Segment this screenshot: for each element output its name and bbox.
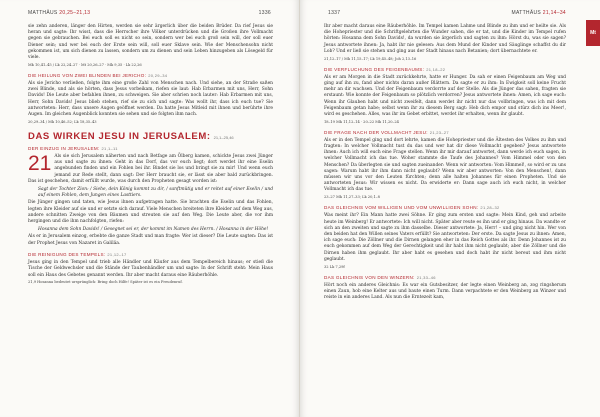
- paragraph: Als sie Jericho verließen, folgte ihm eine große Zahl von Menschen nach. Und siehe, an der Straße saßen zwei Blinde, und als sie hörten, dass Jesus vorbeikam, riefen sie laut: Hab Erbarmen mit uns, Herr, Sohn Davids! Die Leute aber befahlen ihnen, zu schweigen. Sie aber schrien noch lauter: Hab Erbarmen mit uns, Herr, Sohn Davids! Jesus blieb stehen, rief sie zu sich und sagte: Was wollt ihr, dass ich euch tue? Sie antworteten: Herr, dass unsere Augen geöffnet werden. Da hatte Jesus Mitleid mit ihnen und berührte ihre Augen. Im gleichen Augenblick konnten sie sehen und sie folgten ihm nach.: [28, 80, 273, 117]
- paragraph: Die Jünger gingen und taten, wie Jesus ihnen aufgetragen hatte. Sie brachten die Eselin und das Fohlen, legten ihre Kleider auf sie und er setzte sich darauf. Viele Menschen breiteten ihre Kleider auf dem Weg aus, andere schnitten Zweige von den Bäumen und streuten sie auf den Weg. Die Leute aber, die vor ihm hergingen und die ihm nachfolgten, riefen:: [28, 200, 273, 225]
- paragraph: Jesus ging in den Tempel und trieb alle Händler und Käufer aus dem Tempelbereich hinaus; er stieß die Tische der Geldwechsler und die Stände der Taubenhändler um und sagte: In der Schrift steht: Mein Haus soll ein Haus des Gebetes genannt werden. Ihr aber macht daraus eine Räuberhöhle.: [28, 260, 273, 278]
- paragraph: Als er in den Tempel ging und dort lehrte, kamen die Hohepriester und die Ältesten des Volkes zu ihm und fragten: In welcher Vollmacht tust du das und wer hat dir diese Vollmacht gegeben? Jesus antwortete ihnen: Auch ich will euch eine Frage stellen. Wenn ihr mir darauf antwortet, dann werde ich euch sagen, in welcher Vollmacht ich das tue. Woher stammte die Taufe des Johannes? Vom Himmel oder von den Menschen? Da überlegten sie und sagten zueinander: Wenn wir antworten: Vom Himmel!, so wird er zu uns sagen: Warum habt ihr ihm dann nicht geglaubt? Wenn wir aber antworten: Von den Menschen!, dann müssen wir uns vor den Leuten fürchten; denn alle halten Johannes für einen Propheten. Und sie antworteten Jesus: Wir wissen es nicht. Da erwiderte er: Dann sage auch ich euch nicht, in welcher Vollmacht ich das tue.: [324, 137, 566, 193]
- cross-reference: 21,12–17 / Mk 11,15–17; Lk 19,45–48; Joh 2,13–16: [324, 56, 417, 61]
- footnote: 21,9 Hosanna bedeutet ursprünglich: Bring doch Hilfe! Später ist es ein Freudenruf.: [28, 280, 183, 285]
- paragraph: Was meint ihr? Ein Mann hatte zwei Söhne. Er ging zum ersten und sagte: Mein Kind, geh und arbeite heute im Weinberg! Er antwortete: Ich will nicht. Später aber reute es ihn und er ging hinaus. Da wandte er sich an den zweiten und sagte zu ihm dasselbe. Dieser antwortete: Ja, Herr! – und ging nicht hin. Wer von den beiden hat den Willen seines Vaters erfüllt? Sie antworteten: Der erste. Da sagte Jesus zu ihnen: Amen, ich sage euch: Die Zöllner und die Dirnen gelangen eher in das Reich Gottes als ihr. Denn Johannes ist zu euch gekommen auf dem Weg der Gerechtigkeit und ihr habt ihm nicht geglaubt; aber die Zöllner und die Dirnen haben ihm geglaubt. Ihr aber habt es gesehen und doch habt ihr nicht bereut und ihm nicht geglaubt.: [324, 213, 566, 262]
- running-header: [300, 10, 600, 18]
- running-header: [0, 10, 299, 18]
- cross-reference: 32 Lk 7,29f: [324, 264, 345, 269]
- right-text-column: [324, 24, 566, 405]
- paragraph: Hört noch ein anderes Gleichnis: Es war ein Gutsbesitzer, der legte einen Weinberg an, zog ringsherum einen Zaun, hob eine Kelter aus und baute einen Turm. Dann verpachtete er den Weinberg an Winzer und reiste in ein anderes Land. Als nun die Erntezeit kam,: [324, 282, 566, 301]
- header-left: MATTHÄUS 20,25–21,13: [28, 10, 91, 16]
- right-page: [300, 0, 600, 417]
- paragraph: sie zehn anderen, länger den Hirten, werden sie sehr ärgerlich über die beiden Brüder. Da rief Jesus sie heran und sagte: Ihr wisst, dass die Herrscher ihre Völker unterdrücken und die Großen ihre Vollmacht gegen sie gebrauchen. Bei euch soll es nicht so sein, sondern wer bei euch groß sein will, der soll euer Diener sein; und wer bei euch der Erste sein will, soll euer Sklave sein. Wie der Menschensohn nicht gekommen ist, um sich dienen zu lassen, sondern um zu dienen und sein Leben hinzugeben als Lösegeld für viele.: [28, 24, 273, 61]
- chapter-number: 21: [28, 152, 52, 176]
- section-heading: DAS GLEICHNIS VON DEN WINZERN: 21,33–46: [324, 274, 436, 280]
- cross-reference: 18–19 Mk 11,12–14 · 20–22 Mk 11,20–24: [324, 119, 399, 124]
- paragraph: 21 Als sie sich Jerusalem näherten und nach Betfage am Ölberg kamen, schickte Jesus zwei Jünger aus und sagte zu ihnen: Geht in das Dorf, das vor euch liegt; dort werdet ihr eine Eselin angebunden finden und ein Fohlen bei ihr. Bindet sie los und bringt sie zu mir! Und wenn euch jemand zur Rede stellt, dann sagt: Der Herr braucht sie, er lässt sie aber bald zurückbringen. Das ist geschehen, damit erfüllt wurde, was durch den Propheten gesagt worden ist:: [28, 152, 273, 184]
- thumb-index-tab[interactable]: Mt: [586, 20, 600, 46]
- paragraph: Als er in Jerusalem einzog, erbebte die ganze Stadt und man fragte: Wer ist dieser? Die Leute sagten: Das ist der Prophet Jesus von Nazaret in Galiläa.: [28, 234, 273, 246]
- paragraph: Als er am Morgen in die Stadt zurückkehrte, hatte er Hunger. Da sah er einen Feigenbaum am Weg und ging auf ihn zu, fand aber nichts daran außer Blättern. Da sagte er zu ihm: In Ewigkeit soll keine Frucht mehr an dir wachsen. Und der Feigenbaum verdorrte auf der Stelle. Als die Jünger das sahen, fragten sie erstaunt: Wie konnte der Feigenbaum so plötzlich verdorren? Jesus antwortete ihnen: Amen, ich sage euch: Wenn ihr Glauben habt und nicht zweifelt, dann werdet ihr nicht nur das vollbringen, was ich mit dem Feigenbaum getan habe; selbst wenn ihr zu diesem Berg sagt: Heb dich empor und stürz dich ins Meer!, wird es geschehen. Alles, was ihr im Gebet erbittet, werdet ihr erhalten, wenn ihr glaubt.: [324, 74, 566, 117]
- quotation: Sagt der Tochter Zion: / Siehe, dein König kommt zu dir, / sanftmütig und er reitet auf einer Eselin / und auf einem Fohlen, dem Jungen eines Lasttiers.: [38, 186, 273, 198]
- part-title: DAS WIRKEN JESU IN JERUSALEM: 21,1–25,46: [28, 130, 234, 142]
- cross-reference: 20,29–34 / Mk 10,46–52; Lk 18,35–43: [28, 119, 97, 124]
- header-right: MATTHÄUS 21,14–34: [511, 10, 566, 16]
- section-heading: DIE VERFLUCHUNG DES FEIGENBAUMS: 21,18–22: [324, 66, 446, 72]
- left-text-column: [28, 24, 273, 405]
- cross-reference: Mk 10,41–45 / Lk 22,24–27 · Mt 20,26–27 · Mk 9,35 · Lk 22,26: [28, 62, 142, 67]
- section-heading: DIE REINIGUNG DES TEMPELS: 21,12–17: [28, 251, 127, 257]
- cross-reference: 23–27 Mk 11,27–33; Lk 20,1–8: [324, 195, 380, 200]
- page-number: 1336: [258, 10, 271, 16]
- section-heading: DER EINZUG IN JERUSALEM: 21,1–11: [28, 145, 118, 151]
- paragraph: Ihr aber macht daraus eine Räuberhöhle. Im Tempel kamen Lahme und Blinde zu ihm und er heilte sie. Als die Hohepriester und die Schriftgelehrten die Wunder sahen, die er tat, und die Kinder im Tempel rufen hörten: Hosanna dem Sohn Davids!, da wurden sie ärgerlich und sagten zu ihm: Hörst du, was sie sagen? Jesus antwortete ihnen: Ja, habt ihr nie gelesen: Aus dem Mund der Kinder und Säuglinge schaffst du dir Lob? Und er ließ sie stehen und ging aus der Stadt hinaus nach Betanien; dort übernachtete er.: [324, 24, 566, 54]
- page-number: 1337: [328, 10, 341, 16]
- section-heading: DIE FRAGE NACH DER VOLLMACHT JESU: 21,23–27: [324, 129, 449, 135]
- section-heading: DAS GLEICHNIS VOM WILLIGEN UND VOM UNWILLIGEN SOHN: 21,28–32: [324, 205, 500, 211]
- section-heading: DIE HEILUNG VON ZWEI BLINDEN BEI JERICHO: 20,29–34: [28, 72, 168, 78]
- quotation: Hosanna dem Sohn Davids! / Gesegnet sei er, der kommt im Namen des Herrn. / Hosanna in der Höhe!: [38, 226, 269, 232]
